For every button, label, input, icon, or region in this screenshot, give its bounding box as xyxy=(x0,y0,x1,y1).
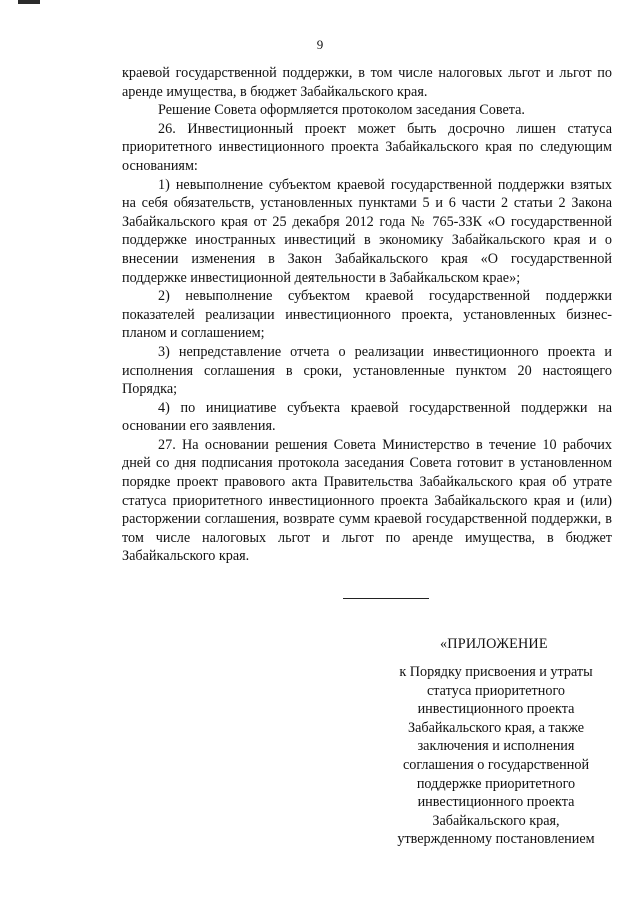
appendix-heading: «ПРИЛОЖЕНИЕ xyxy=(440,636,548,652)
list-item-2: 2) невыполнение субъектом краевой государственной поддержки показателей реализации инвестиционного проекта, установленных бизнес-планом и соглашением; xyxy=(122,288,612,342)
paragraph-council-decision: Решение Совета оформляется протоколом заседания Совета. xyxy=(158,102,525,119)
appendix-caption-line: заключения и исполнения xyxy=(417,738,575,755)
paragraph-continuation: краевой государственной поддержки, в том числе налоговых льгот и льгот по аренде имущества, в бюджет Забайкальского края. xyxy=(122,65,612,100)
paragraph-item-26: 26. Инвестиционный проект может быть досрочно лишен статуса приоритетного инвестиционного проекта Забайкальского края по следующим основаниям: xyxy=(122,120,612,174)
appendix-caption-line: статуса приоритетного xyxy=(426,682,566,699)
appendix-caption-line: Забайкальского края, xyxy=(432,812,560,829)
appendix-caption-line: соглашения о государственной xyxy=(402,756,590,773)
list-item-3: 3) непредставление отчета о реализации инвестиционного проекта и исполнения соглашения в сроки, установленные пунктом 20 настоящего Порядка; xyxy=(122,343,612,398)
appendix-caption-line: утвержденному постановлением xyxy=(397,831,595,848)
list-item-4: 4) по инициативе субъекта краевой государственной поддержки на основании его заявления. xyxy=(122,399,612,435)
appendix-caption xyxy=(376,663,616,849)
page-number: 9 xyxy=(316,37,324,52)
document-body xyxy=(122,64,612,566)
paragraph-item-27: 27. На основании решения Совета Министерство в течение 10 рабочих дней со дня подписания протокола заседания Совета готовит в установленном порядке проект правового акта Правительства Забайкальского края об утрате статуса приоритетного инвестиционного проекта Забайкальского края и (или) расторжении соглашения, возврате сумм краевой государственной поддержки, в том числе налоговых льгот и льгот по аренде имущества, в бюджет Забайкальского края. xyxy=(122,436,612,565)
list-item-1: 1) невыполнение субъектом краевой государственной поддержки взятых на себя обязательств, установленных пунктами 5 и 6 части 2 статьи 2 Закона Забайкальского края от 25 декабря 2012 года № 765-ЗЗК «О государственной поддержке иностранных инвестиций в экономику Забайкальского края и о внесении изменения в Закон Забайкальского края «О государственной поддержке инвестиционной деятельности в Забайкальском крае»; xyxy=(122,176,612,286)
appendix-caption-line: инвестиционного проекта xyxy=(417,701,575,718)
scan-corner-mark xyxy=(18,0,40,4)
appendix-caption-line: поддержке приоритетного xyxy=(416,775,576,792)
section-separator xyxy=(343,598,429,599)
appendix-caption-line: Забайкальского края, а также xyxy=(407,719,585,736)
appendix-caption-line: инвестиционного проекта xyxy=(417,794,575,811)
appendix-caption-line: к Порядку присвоения и утраты xyxy=(399,664,593,680)
